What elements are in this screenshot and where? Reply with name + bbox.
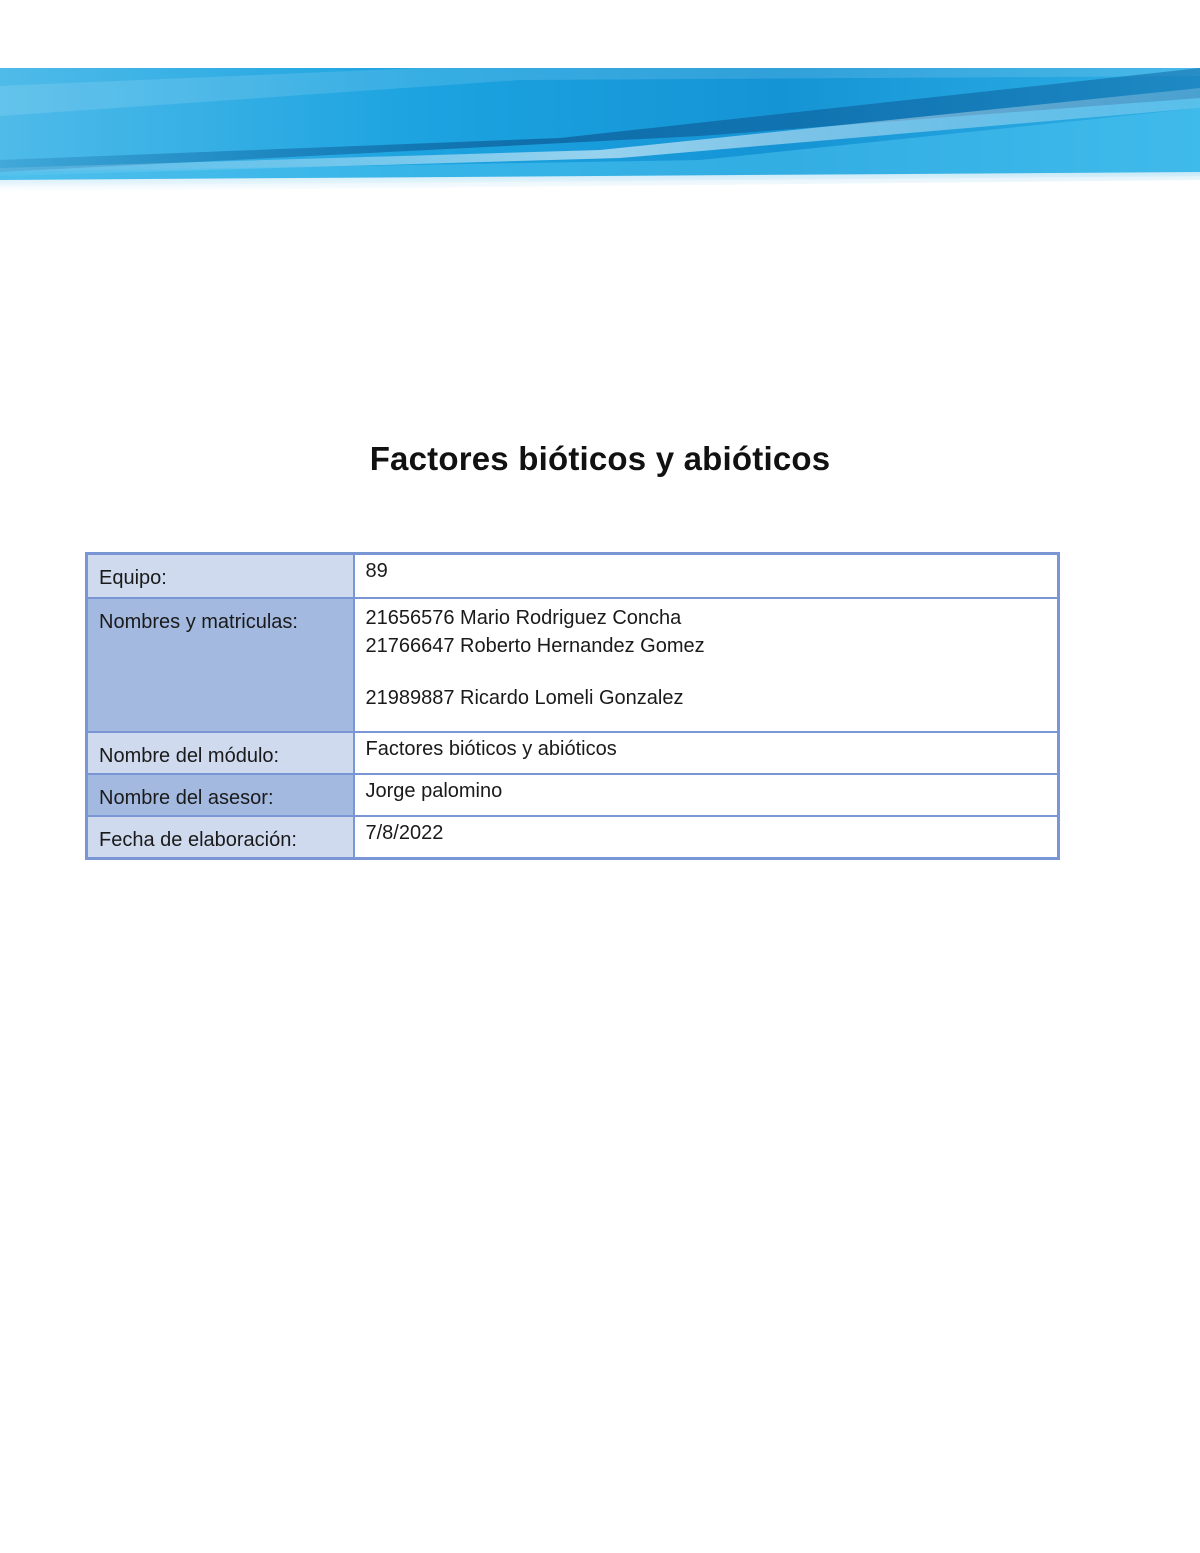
asesor-label: Nombre del asesor: [87,774,354,816]
table-row-equipo [87,554,1059,598]
nombres-label: Nombres y matriculas: [87,598,354,732]
table-row-fecha [87,816,1059,859]
equipo-label: Equipo: [87,554,354,598]
member-1: 21656576 Mario Rodriguez Concha [365,606,682,629]
table-row-asesor [87,774,1059,816]
table-row-nombres [87,598,1059,732]
header-banner [0,68,1200,192]
fecha-label: Fecha de elaboración: [87,816,354,859]
member-2: 21766647 Roberto Hernandez Gomez [365,634,705,657]
document-title: Factores bióticos y abióticos [369,440,831,477]
asesor-value: Jorge palomino [354,774,1059,816]
modulo-label: Nombre del módulo: [87,732,354,774]
info-table [85,552,1060,860]
equipo-value: 89 [354,554,1059,598]
member-3: 21989887 Ricardo Lomeli Gonzalez [365,686,684,709]
fecha-value: 7/8/2022 [354,816,1059,859]
nombres-value [354,598,1059,732]
modulo-value: Factores bióticos y abióticos [354,732,1059,774]
table-row-modulo [87,732,1059,774]
